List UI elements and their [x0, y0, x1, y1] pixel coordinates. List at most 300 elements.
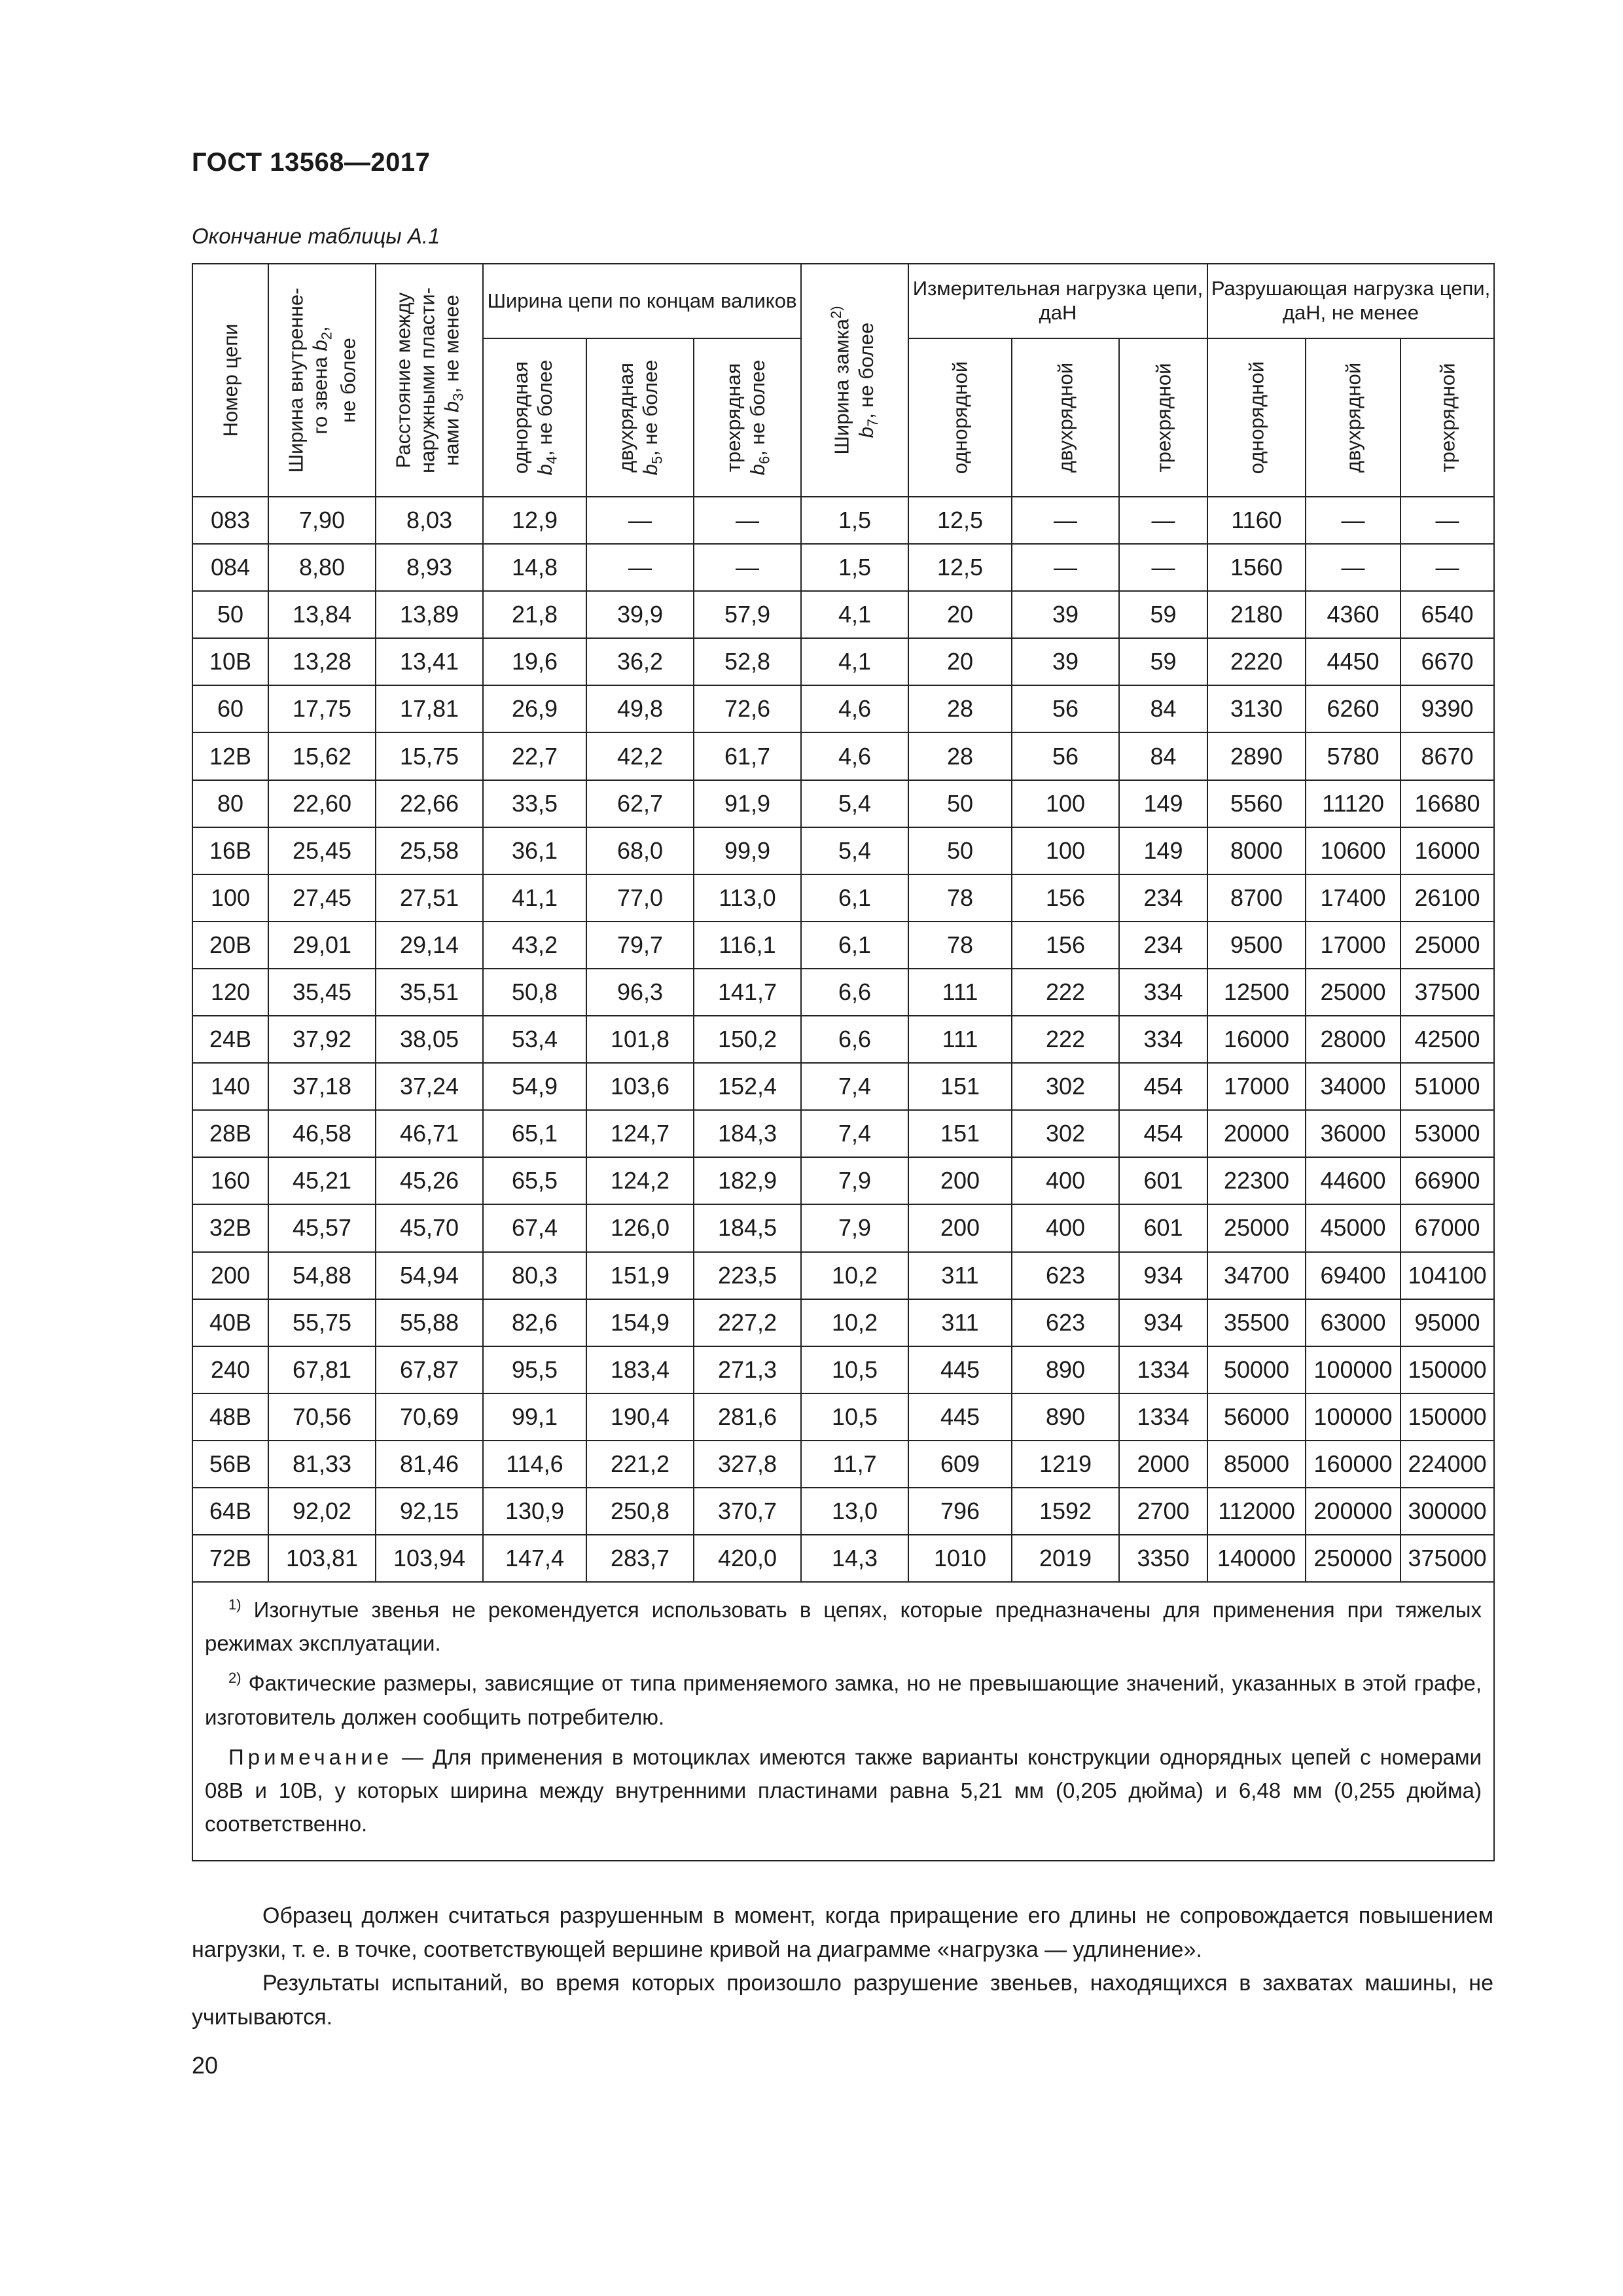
table-cell: 28B: [192, 1110, 268, 1157]
table-cell: 35,51: [376, 969, 483, 1016]
table-cell: 100: [192, 874, 268, 922]
table-row: [192, 969, 1494, 1016]
table-row: [192, 591, 1494, 638]
table-cell: 103,81: [268, 1535, 376, 1582]
table-cell: 250,8: [586, 1488, 694, 1535]
table-cell: 81,33: [268, 1441, 376, 1488]
table-cell: 50: [192, 591, 268, 638]
table-row: [192, 1393, 1494, 1441]
table-cell: 52,8: [694, 638, 801, 685]
table-cell: 54,94: [376, 1252, 483, 1299]
table-cell: —: [586, 497, 694, 544]
table-cell: 1592: [1012, 1488, 1119, 1535]
table-cell: 190,4: [586, 1393, 694, 1441]
table-cell: 311: [908, 1252, 1012, 1299]
table-cell: 160000: [1306, 1441, 1400, 1488]
table-cell: 5,4: [801, 827, 908, 874]
table-cell: 29,14: [376, 922, 483, 969]
table-cell: 24B: [192, 1016, 268, 1063]
table-cell: 13,89: [376, 591, 483, 638]
table-cell: 50: [908, 827, 1012, 874]
table-cell: 65,1: [483, 1110, 586, 1157]
table-cell: 1219: [1012, 1441, 1119, 1488]
table-cell: 20: [908, 591, 1012, 638]
table-cell: 623: [1012, 1252, 1119, 1299]
header-single-row-width: однорядная $b_4$, не более: [483, 338, 586, 497]
table-cell: 17000: [1207, 1063, 1306, 1110]
table-cell: 126,0: [586, 1204, 694, 1251]
table-notes-row: [192, 1582, 1494, 1861]
table-cell: 370,7: [694, 1488, 801, 1535]
table-cell: 36,1: [483, 827, 586, 874]
table-cell: 150000: [1400, 1393, 1494, 1441]
table-cell: 222: [1012, 1016, 1119, 1063]
table-cell: 4,1: [801, 591, 908, 638]
table-cell: 56: [1012, 685, 1119, 732]
table-row: [192, 1535, 1494, 1582]
table-cell: 101,8: [586, 1016, 694, 1063]
header-double-row-width: двухрядная $b_5$, не более: [586, 338, 694, 497]
table-cell: 116,1: [694, 922, 801, 969]
table-cell: 81,46: [376, 1441, 483, 1488]
table-cell: 53,4: [483, 1016, 586, 1063]
table-remark: Примечание — Для применения в мотоциклах имеются также варианты конструкции однорядных цепей с номерами 08В и 10В, у которых ширина между внутренними пластинами равна 5,21 мм (0,205 дюйма) и 6,48 мм (0,255 дюйма) соответственно.: [205, 1744, 1482, 1836]
table-cell: 59: [1119, 591, 1207, 638]
table-cell: 10B: [192, 638, 268, 685]
table-cell: 2220: [1207, 638, 1306, 685]
table-cell: 8,03: [376, 497, 483, 544]
table-cell: 13,41: [376, 638, 483, 685]
table-cell: 50: [908, 780, 1012, 827]
table-cell: 12,9: [483, 497, 586, 544]
header-measure-single: однорядной: [908, 338, 1012, 497]
table-caption: Окончание таблицы А.1: [192, 224, 440, 248]
table-cell: 10,5: [801, 1346, 908, 1393]
table-cell: 84: [1119, 685, 1207, 732]
table-cell: 300000: [1400, 1488, 1494, 1535]
table-cell: 15,75: [376, 732, 483, 780]
table-row: [192, 685, 1494, 732]
table-cell: 63000: [1306, 1299, 1400, 1346]
table-cell: 53000: [1400, 1110, 1494, 1157]
table-cell: 223,5: [694, 1252, 801, 1299]
table-cell: 160: [192, 1157, 268, 1204]
table-cell: 8000: [1207, 827, 1306, 874]
table-cell: 25000: [1400, 922, 1494, 969]
table-cell: 130,9: [483, 1488, 586, 1535]
header-measure-double: двухрядной: [1012, 338, 1119, 497]
table-cell: 22,60: [268, 780, 376, 827]
table-cell: 281,6: [694, 1393, 801, 1441]
table-row: [192, 1204, 1494, 1251]
table-cell: 601: [1119, 1157, 1207, 1204]
table-cell: 151,9: [586, 1252, 694, 1299]
table-cell: 25,58: [376, 827, 483, 874]
table-cell: 45,57: [268, 1204, 376, 1251]
header-break-single: однорядной: [1207, 338, 1306, 497]
table-cell: 2700: [1119, 1488, 1207, 1535]
table-cell: 27,51: [376, 874, 483, 922]
table-cell: 7,4: [801, 1063, 908, 1110]
table-cell: 25000: [1306, 969, 1400, 1016]
table-cell: 1,5: [801, 544, 908, 591]
table-row: [192, 1488, 1494, 1535]
table-row: [192, 1016, 1494, 1063]
table-cell: 2000: [1119, 1441, 1207, 1488]
table-cell: 42500: [1400, 1016, 1494, 1063]
table-cell: 224000: [1400, 1441, 1494, 1488]
table-row: [192, 922, 1494, 969]
table-cell: 222: [1012, 969, 1119, 1016]
table-cell: 57,9: [694, 591, 801, 638]
table-cell: 41,1: [483, 874, 586, 922]
table-row: [192, 732, 1494, 780]
table-cell: 13,0: [801, 1488, 908, 1535]
table-cell: 27,45: [268, 874, 376, 922]
table-cell: 20: [908, 638, 1012, 685]
table-cell: 227,2: [694, 1299, 801, 1346]
table-cell: 221,2: [586, 1441, 694, 1488]
table-cell: 46,58: [268, 1110, 376, 1157]
table-cell: 103,94: [376, 1535, 483, 1582]
table-cell: 200: [908, 1157, 1012, 1204]
table-cell: 77,0: [586, 874, 694, 922]
table-cell: 083: [192, 497, 268, 544]
table-cell: 17,81: [376, 685, 483, 732]
table-row: [192, 1157, 1494, 1204]
table-cell: 5,4: [801, 780, 908, 827]
table-cell: 796: [908, 1488, 1012, 1535]
table-cell: 10600: [1306, 827, 1400, 874]
table-cell: 48B: [192, 1393, 268, 1441]
table-cell: 10,2: [801, 1299, 908, 1346]
table-cell: 400: [1012, 1157, 1119, 1204]
table-cell: 17400: [1306, 874, 1400, 922]
table-cell: 78: [908, 874, 1012, 922]
table-cell: 56B: [192, 1441, 268, 1488]
table-row: [192, 1299, 1494, 1346]
header-inner-link-width: Ширина внутренне- го звена $b_2$, не более: [268, 264, 376, 497]
table-cell: 7,9: [801, 1204, 908, 1251]
table-row: [192, 780, 1494, 827]
table-cell: 99,9: [694, 827, 801, 874]
table-cell: 82,6: [483, 1299, 586, 1346]
table-cell: 623: [1012, 1299, 1119, 1346]
table-row: [192, 544, 1494, 591]
table-cell: 183,4: [586, 1346, 694, 1393]
table-cell: 6,6: [801, 969, 908, 1016]
table-cell: 100: [1012, 827, 1119, 874]
table-cell: 22300: [1207, 1157, 1306, 1204]
table-cell: 3130: [1207, 685, 1306, 732]
table-cell: 67,87: [376, 1346, 483, 1393]
table-cell: 601: [1119, 1204, 1207, 1251]
table-cell: 182,9: [694, 1157, 801, 1204]
table-cell: 50,8: [483, 969, 586, 1016]
table-cell: 20B: [192, 922, 268, 969]
header-group-breaking-load: Разрушающая нагрузка цепи, даН, не менее: [1207, 264, 1494, 338]
table-cell: —: [586, 544, 694, 591]
table-cell: 72B: [192, 1535, 268, 1582]
table-cell: 56: [1012, 732, 1119, 780]
table-cell: 35,45: [268, 969, 376, 1016]
header-triple-row-width: трехрядная $b_6$, не более: [694, 338, 801, 497]
table-cell: 890: [1012, 1393, 1119, 1441]
table-cell: 62,7: [586, 780, 694, 827]
table-cell: 120: [192, 969, 268, 1016]
table-cell: 147,4: [483, 1535, 586, 1582]
table-cell: 271,3: [694, 1346, 801, 1393]
table-cell: 67,4: [483, 1204, 586, 1251]
table-cell: 12,5: [908, 497, 1012, 544]
table-cell: 39: [1012, 591, 1119, 638]
table-cell: 124,2: [586, 1157, 694, 1204]
table-cell: 17,75: [268, 685, 376, 732]
table-cell: 104100: [1400, 1252, 1494, 1299]
document-title: ГОСТ 13568—2017: [192, 148, 431, 177]
table-cell: 334: [1119, 1016, 1207, 1063]
table-cell: 13,28: [268, 638, 376, 685]
table-cell: 32B: [192, 1204, 268, 1251]
table-cell: 92,02: [268, 1488, 376, 1535]
table-cell: 26100: [1400, 874, 1494, 922]
table-cell: 100000: [1306, 1393, 1400, 1441]
table-cell: 44600: [1306, 1157, 1400, 1204]
table-cell: 12,5: [908, 544, 1012, 591]
table-cell: 11120: [1306, 780, 1400, 827]
table-cell: 65,5: [483, 1157, 586, 1204]
table-cell: 29,01: [268, 922, 376, 969]
table-cell: 112000: [1207, 1488, 1306, 1535]
table-cell: 95000: [1400, 1299, 1494, 1346]
table-cell: 46,71: [376, 1110, 483, 1157]
table-cell: 156: [1012, 922, 1119, 969]
table-cell: 151: [908, 1063, 1012, 1110]
table-cell: 200000: [1306, 1488, 1400, 1535]
table-cell: 12500: [1207, 969, 1306, 1016]
table-cell: 39,9: [586, 591, 694, 638]
table-cell: 2180: [1207, 591, 1306, 638]
table-cell: 327,8: [694, 1441, 801, 1488]
table-row: [192, 1346, 1494, 1393]
table-cell: 79,7: [586, 922, 694, 969]
table-cell: 60: [192, 685, 268, 732]
table-cell: 4,1: [801, 638, 908, 685]
page-number: 20: [192, 2052, 219, 2079]
table-cell: 16680: [1400, 780, 1494, 827]
table-cell: 64B: [192, 1488, 268, 1535]
table-cell: 14,3: [801, 1535, 908, 1582]
header-break-double: двухрядной: [1306, 338, 1400, 497]
table-cell: 100000: [1306, 1346, 1400, 1393]
table-cell: 22,7: [483, 732, 586, 780]
table-cell: 111: [908, 1016, 1012, 1063]
footnote-2: $^{2)}$ Фактические размеры, зависящие от типа применяемого замка, но не превышающие значений, указанных в этой графе, изготовитель должен сообщить потребителю.: [205, 1670, 1482, 1729]
table-cell: 250000: [1306, 1535, 1400, 1582]
table-cell: 302: [1012, 1063, 1119, 1110]
table-cell: 80,3: [483, 1252, 586, 1299]
table-cell: —: [1012, 544, 1119, 591]
table-cell: —: [1119, 497, 1207, 544]
table-cell: 16000: [1400, 827, 1494, 874]
table-cell: 6,1: [801, 922, 908, 969]
table-cell: 45,26: [376, 1157, 483, 1204]
table-cell: 1010: [908, 1535, 1012, 1582]
table-cell: 70,69: [376, 1393, 483, 1441]
table-row: [192, 827, 1494, 874]
table-cell: 149: [1119, 780, 1207, 827]
table-cell: 2019: [1012, 1535, 1119, 1582]
table-cell: 55,88: [376, 1299, 483, 1346]
table-cell: 13,84: [268, 591, 376, 638]
chain-dimensions-table: [192, 263, 1495, 1861]
table-cell: 26,9: [483, 685, 586, 732]
table-cell: 151: [908, 1110, 1012, 1157]
table-cell: 28: [908, 685, 1012, 732]
table-cell: 12B: [192, 732, 268, 780]
table-cell: 200: [908, 1204, 1012, 1251]
table-cell: 25000: [1207, 1204, 1306, 1251]
table-cell: 140000: [1207, 1535, 1306, 1582]
table-cell: 141,7: [694, 969, 801, 1016]
table-cell: 37,18: [268, 1063, 376, 1110]
table-cell: 334: [1119, 969, 1207, 1016]
table-row: [192, 1063, 1494, 1110]
table-cell: —: [1306, 544, 1400, 591]
table-cell: 38,05: [376, 1016, 483, 1063]
body-text: [192, 1899, 1493, 2035]
table-cell: 156: [1012, 874, 1119, 922]
table-cell: 934: [1119, 1252, 1207, 1299]
table-cell: 54,9: [483, 1063, 586, 1110]
table-cell: 96,3: [586, 969, 694, 1016]
table-cell: 302: [1012, 1110, 1119, 1157]
table-row: [192, 1441, 1494, 1488]
table-cell: 6,1: [801, 874, 908, 922]
table-cell: 100: [1012, 780, 1119, 827]
header-measure-triple: трехрядной: [1119, 338, 1207, 497]
table-cell: 4360: [1306, 591, 1400, 638]
table-cell: 67,81: [268, 1346, 376, 1393]
table-cell: 1560: [1207, 544, 1306, 591]
table-cell: 8,93: [376, 544, 483, 591]
table-cell: 184,5: [694, 1204, 801, 1251]
table-cell: 70,56: [268, 1393, 376, 1441]
table-cell: 234: [1119, 922, 1207, 969]
table-cell: 7,9: [801, 1157, 908, 1204]
table-cell: 28000: [1306, 1016, 1400, 1063]
table-cell: 85000: [1207, 1441, 1306, 1488]
table-cell: 11,7: [801, 1441, 908, 1488]
table-cell: 4,6: [801, 685, 908, 732]
body-paragraph-2: Результаты испытаний, во время которых произошло разрушение звеньев, находящихся в захватах машины, не учитываются.: [192, 1971, 1493, 2030]
header-break-triple: трехрядной: [1400, 338, 1494, 497]
table-cell: 40B: [192, 1299, 268, 1346]
table-cell: 7,4: [801, 1110, 908, 1157]
table-cell: 1334: [1119, 1393, 1207, 1441]
table-cell: 10,5: [801, 1393, 908, 1441]
table-cell: 45,70: [376, 1204, 483, 1251]
table-cell: 152,4: [694, 1063, 801, 1110]
header-group-pin-width: Ширина цепи по концам валиков: [483, 264, 801, 338]
table-cell: 28: [908, 732, 1012, 780]
table-cell: 400: [1012, 1204, 1119, 1251]
table-cell: 890: [1012, 1346, 1119, 1393]
table-cell: 609: [908, 1441, 1012, 1488]
table-cell: 454: [1119, 1110, 1207, 1157]
header-outer-plates-distance: Расстояние между наружными пласти- нами $b_3$, не менее: [376, 264, 483, 497]
table-notes: [192, 1582, 1494, 1861]
table-cell: 67000: [1400, 1204, 1494, 1251]
table-row: [192, 497, 1494, 544]
table-body: [192, 497, 1494, 1582]
table-cell: 92,15: [376, 1488, 483, 1535]
table-row: [192, 638, 1494, 685]
table-cell: 10,2: [801, 1252, 908, 1299]
table-cell: 69400: [1306, 1252, 1400, 1299]
table-cell: 6670: [1400, 638, 1494, 685]
footnote-1: $^{1)}$ Изогнутые звенья не рекомендуется использовать в цепях, которые предназначены для применения при тяжелых режимах эксплуатации.: [205, 1596, 1482, 1656]
table-cell: 283,7: [586, 1535, 694, 1582]
table-cell: 45,21: [268, 1157, 376, 1204]
table-cell: 124,7: [586, 1110, 694, 1157]
table-cell: 4,6: [801, 732, 908, 780]
table-cell: 33,5: [483, 780, 586, 827]
table-cell: 66900: [1400, 1157, 1494, 1204]
table-cell: 6540: [1400, 591, 1494, 638]
table-cell: 9390: [1400, 685, 1494, 732]
table-cell: —: [1400, 497, 1494, 544]
table-cell: 140: [192, 1063, 268, 1110]
table-cell: 375000: [1400, 1535, 1494, 1582]
table-cell: 16000: [1207, 1016, 1306, 1063]
header-group-measuring-load: Измерительная нагрузка цепи, даН: [908, 264, 1207, 338]
table-cell: —: [1119, 544, 1207, 591]
table-cell: 445: [908, 1346, 1012, 1393]
table-cell: 5560: [1207, 780, 1306, 827]
table-cell: 68,0: [586, 827, 694, 874]
table-cell: 59: [1119, 638, 1207, 685]
table-cell: 149: [1119, 827, 1207, 874]
table-cell: 84: [1119, 732, 1207, 780]
table-cell: 1334: [1119, 1346, 1207, 1393]
table-cell: —: [694, 497, 801, 544]
table-cell: 234: [1119, 874, 1207, 922]
table-cell: 114,6: [483, 1441, 586, 1488]
body-paragraph-1: Образец должен считаться разрушенным в момент, когда приращение его длины не сопровождается повышением нагрузки, т. е. в точке, соответствующей вершине кривой на диаграмме «нагрузка — удлинение».: [192, 1903, 1493, 1962]
table-cell: 36,2: [586, 638, 694, 685]
table-cell: 37500: [1400, 969, 1494, 1016]
table-cell: 6260: [1306, 685, 1400, 732]
table-row: [192, 1110, 1494, 1157]
table-cell: 91,9: [694, 780, 801, 827]
table-cell: 51000: [1400, 1063, 1494, 1110]
table-cell: 934: [1119, 1299, 1207, 1346]
table-cell: 454: [1119, 1063, 1207, 1110]
table-row: [192, 1252, 1494, 1299]
table-cell: 15,62: [268, 732, 376, 780]
table-cell: 113,0: [694, 874, 801, 922]
table-cell: 6,6: [801, 1016, 908, 1063]
table-cell: 150,2: [694, 1016, 801, 1063]
table-cell: 1160: [1207, 497, 1306, 544]
table-cell: 311: [908, 1299, 1012, 1346]
table-cell: 54,88: [268, 1252, 376, 1299]
table-cell: 084: [192, 544, 268, 591]
table-cell: 19,6: [483, 638, 586, 685]
table-cell: 55,75: [268, 1299, 376, 1346]
table-cell: 49,8: [586, 685, 694, 732]
